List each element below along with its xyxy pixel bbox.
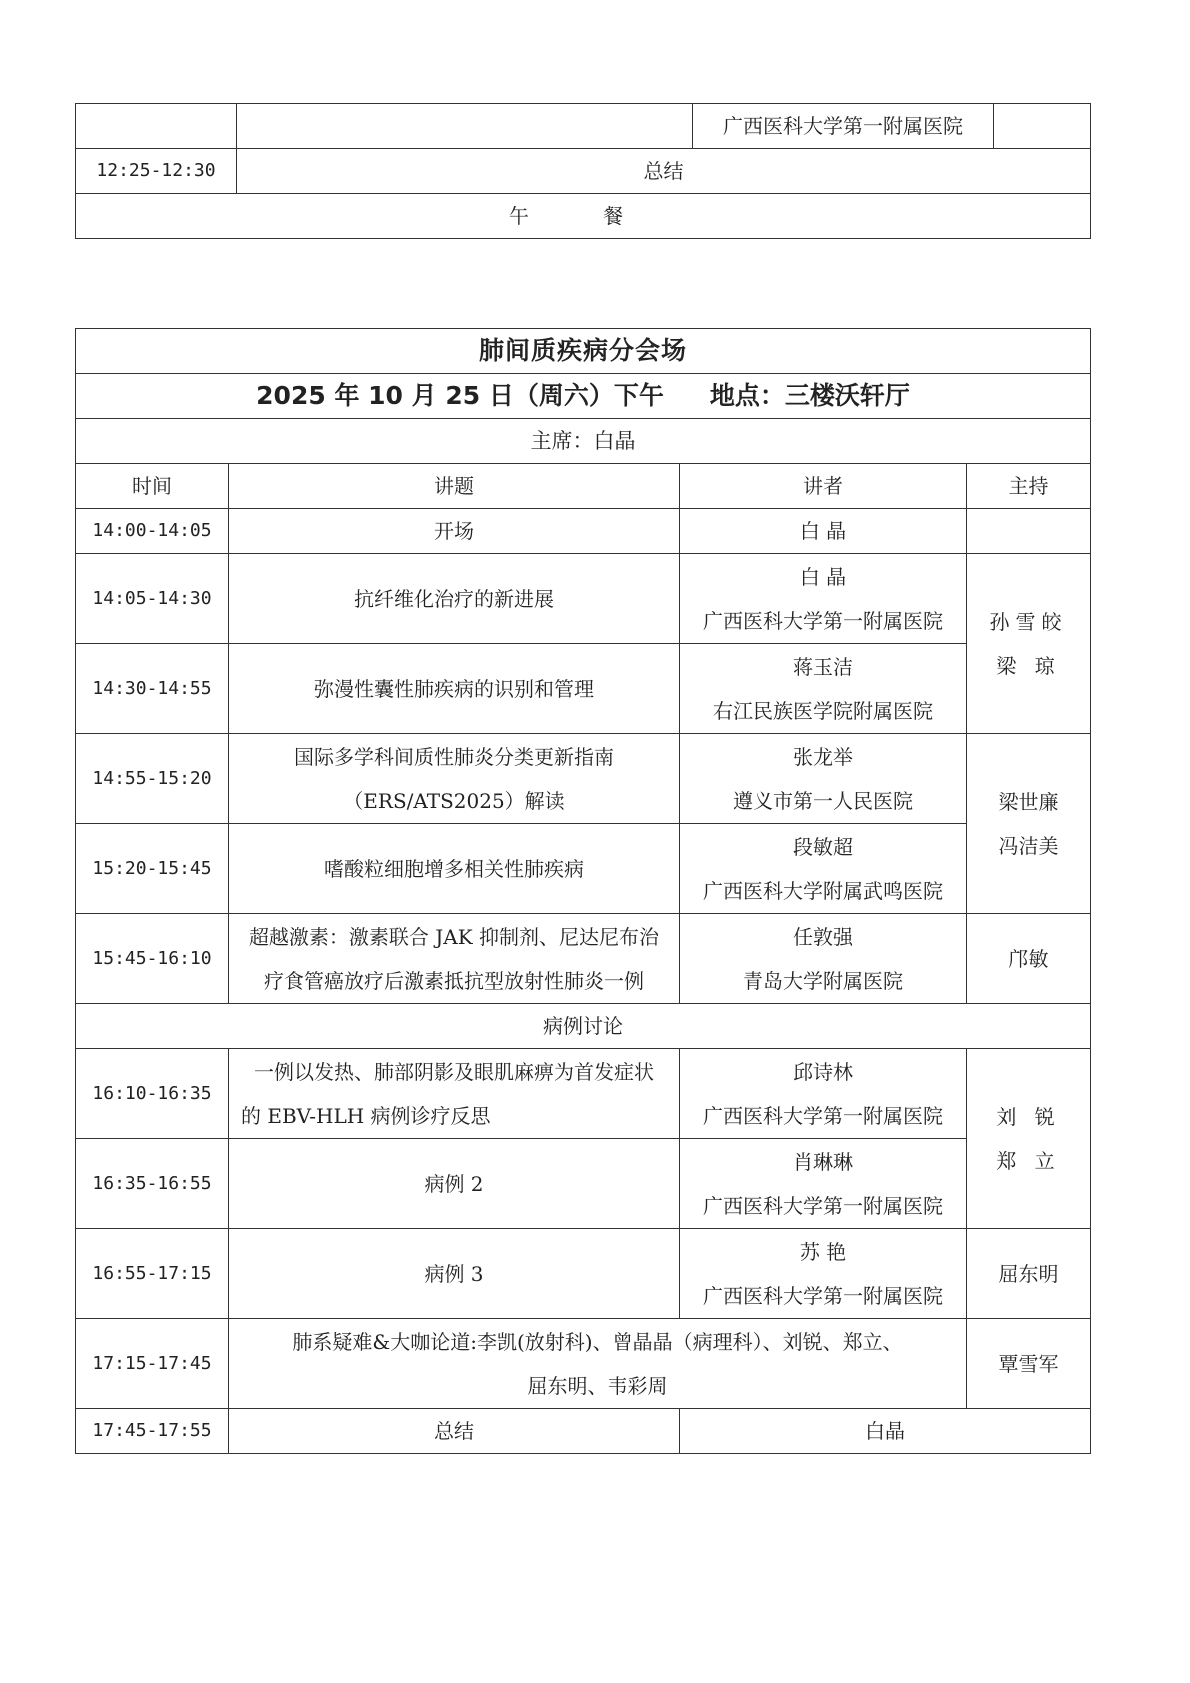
time-cell: 17:15-17:45: [76, 1319, 229, 1409]
speaker-cell: [680, 1049, 967, 1139]
header-speaker: 讲者: [680, 464, 967, 509]
topic-cell: 嗜酸粒细胞增多相关性肺疾病: [229, 824, 680, 914]
host-name: 梁 琼: [996, 653, 1061, 678]
speaker-cell: [680, 644, 967, 734]
time-cell: 14:05-14:30: [76, 554, 229, 644]
topic-cell: [229, 1049, 680, 1139]
session-date: 2025 年 10 月 25 日（周六）下午: [256, 381, 664, 410]
speaker-cell: 白晶: [680, 1409, 1091, 1454]
host-name: 郑 立: [996, 1148, 1061, 1173]
host-cell: [967, 554, 1091, 734]
time-cell: 15:45-16:10: [76, 914, 229, 1004]
speaker-affiliation: 广西医科大学第一附属医院: [703, 1193, 943, 1218]
speaker-name: 段敏超: [793, 834, 853, 859]
speaker-cell: [680, 554, 967, 644]
topic-cell: [229, 914, 680, 1004]
host-cell: [967, 734, 1091, 914]
topic-line: （ERS/ATS2025）解读: [343, 788, 565, 813]
topic-cell: 开场: [229, 509, 680, 554]
case-discussion-label: 病例讨论: [76, 1004, 1091, 1049]
speaker-cell: [680, 1229, 967, 1319]
table-row: [76, 1409, 1091, 1454]
empty-cell: [76, 104, 237, 149]
empty-cell: [237, 104, 693, 149]
speaker-affiliation: 广西医科大学第一附属医院: [703, 608, 943, 633]
speaker-affiliation: 广西医科大学第一附属医院: [703, 1283, 943, 1308]
table-row: [76, 509, 1091, 554]
topic-line: 的 EBV-HLH 病例诊疗反思: [241, 1103, 491, 1128]
host-name: 刘 锐: [996, 1104, 1061, 1129]
speaker-name: 白 晶: [799, 564, 847, 589]
header-host: 主持: [967, 464, 1091, 509]
topic-cell: 总结: [229, 1409, 680, 1454]
time-cell: 16:55-17:15: [76, 1229, 229, 1319]
speaker-cell: [680, 914, 967, 1004]
speaker-affiliation: 右江民族医学院附属医院: [713, 698, 933, 723]
table-row: [76, 734, 1091, 824]
speaker-name: 任敦强: [793, 924, 853, 949]
time-cell: 14:00-14:05: [76, 509, 229, 554]
topic-cell: 抗纤维化治疗的新进展: [229, 554, 680, 644]
host-cell: [967, 1049, 1091, 1229]
time-cell: 16:10-16:35: [76, 1049, 229, 1139]
topic-cell: 弥漫性囊性肺疾病的识别和管理: [229, 644, 680, 734]
topic-line: 疗食管癌放疗后激素抵抗型放射性肺炎一例: [264, 968, 644, 993]
host-cell: 覃雪军: [967, 1319, 1091, 1409]
speaker-cell: [680, 824, 967, 914]
topic-cell: 病例 3: [229, 1229, 680, 1319]
speaker-affiliation: 广西医科大学附属武鸣医院: [703, 878, 943, 903]
speaker-name: 张龙举: [793, 744, 853, 769]
table-row: [76, 1049, 1091, 1139]
topic-line: 屈东明、韦彩周: [527, 1373, 668, 1398]
header-time: 时间: [76, 464, 229, 509]
host-cell: 邝敏: [967, 914, 1091, 1004]
topic-line: 肺系疑难&大咖论道:李凯(放射科)、曾晶晶（病理科）、刘锐、郑立、: [292, 1329, 903, 1354]
time-cell: 15:20-15:45: [76, 824, 229, 914]
host-cell: 屈东明: [967, 1229, 1091, 1319]
table-row: [76, 1139, 1091, 1229]
session-title: 肺间质疾病分会场: [76, 329, 1091, 374]
speaker-name: 肖琳琳: [793, 1149, 853, 1174]
speaker-affiliation: 青岛大学附属医院: [743, 968, 903, 993]
table-row: [76, 554, 1091, 644]
speaker-affiliation: 遵义市第一人民医院: [733, 788, 913, 813]
speaker-cell: [680, 734, 967, 824]
speaker-cell: 白 晶: [680, 509, 967, 554]
time-cell: 14:55-15:20: [76, 734, 229, 824]
table-row: [76, 644, 1091, 734]
session-chair: 主席：白晶: [76, 419, 1091, 464]
host-name: 冯洁美: [998, 833, 1059, 858]
table-row: [76, 824, 1091, 914]
speaker-name: 苏 艳: [799, 1239, 847, 1264]
time-cell: 14:30-14:55: [76, 644, 229, 734]
top-schedule-fragment: [75, 103, 1091, 239]
session-date-venue: [76, 374, 1091, 419]
session-venue: 地点：三楼沃轩厅: [709, 381, 910, 410]
host-cell: [967, 509, 1091, 554]
lunch-row: 午 餐: [76, 194, 1091, 239]
speaker-affiliation: 广西医科大学第一附属医院: [703, 1103, 943, 1128]
topic-cell: [229, 734, 680, 824]
empty-cell: [994, 104, 1091, 149]
time-cell: 12:25-12:30: [76, 149, 237, 194]
session-schedule-table: [75, 328, 1091, 1454]
table-row: [76, 1229, 1091, 1319]
table-row: [76, 914, 1091, 1004]
speaker-name: 邱诗林: [793, 1059, 853, 1084]
topic-line: 国际多学科间质性肺炎分类更新指南: [294, 744, 614, 769]
host-name: 孙雪皎: [989, 609, 1068, 634]
topic-line: 超越激素：激素联合 JAK 抑制剂、尼达尼布治: [248, 924, 660, 949]
topic-line: 一例以发热、肺部阴影及眼肌麻痹为首发症状: [254, 1059, 654, 1084]
topic-cell: 总结: [237, 149, 1091, 194]
table-row: [76, 1319, 1091, 1409]
topic-cell: [229, 1319, 967, 1409]
time-cell: 17:45-17:55: [76, 1409, 229, 1454]
header-topic: 讲题: [229, 464, 680, 509]
topic-cell: 病例 2: [229, 1139, 680, 1229]
speaker-name: 蒋玉洁: [793, 654, 853, 679]
host-name: 梁世廉: [998, 789, 1059, 814]
speaker-cell: [680, 1139, 967, 1229]
speaker-affiliation: 广西医科大学第一附属医院: [693, 104, 994, 149]
time-cell: 16:35-16:55: [76, 1139, 229, 1229]
